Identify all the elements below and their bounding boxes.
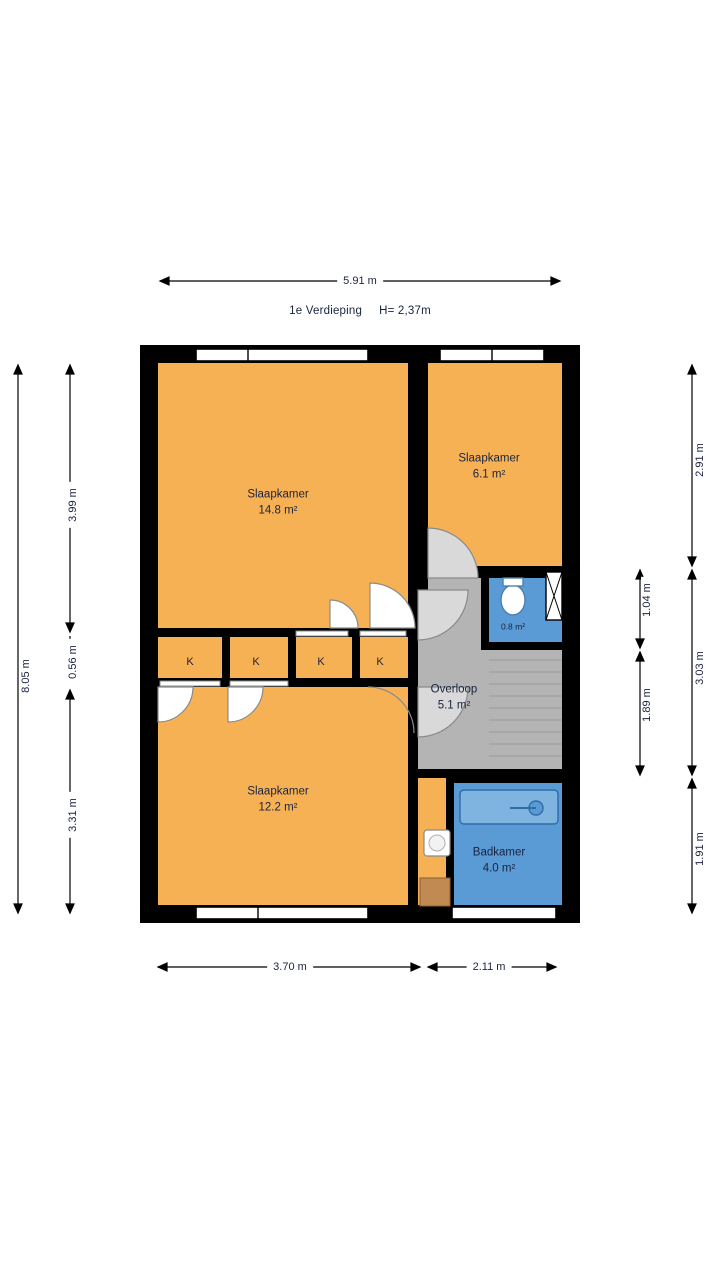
room-label-overloop: [431, 682, 478, 713]
closet-label-1: K: [186, 656, 194, 668]
dimension-right-outer-303: 3.03 m: [694, 645, 706, 691]
room-name: Badkamer: [472, 846, 526, 859]
floor-label: 1e Verdieping: [289, 305, 363, 317]
dimension-right-104: 1.04 m: [641, 577, 653, 623]
room-label-slaapkamer-61: [458, 451, 519, 482]
dimension-bottom-left: 3.70 m: [267, 961, 313, 973]
room-name: Overloop: [430, 683, 478, 696]
room-label-badkamer: [473, 845, 525, 876]
closet-label-4: K: [376, 656, 384, 668]
dimension-left-399: 3.99 m: [67, 482, 79, 528]
page-title: [289, 305, 431, 317]
dimension-bottom-right: 2.11 m: [467, 961, 512, 973]
room-area: 0.8 m²: [500, 621, 526, 632]
closet-label-3: K: [317, 656, 325, 668]
room-area: 14.8 m²: [258, 504, 298, 516]
room-area: 6.1 m²: [472, 468, 506, 480]
room-name: Slaapkamer: [458, 452, 520, 465]
dimension-left-outer-total: 8.05 m: [20, 653, 32, 699]
toilet-icon: [501, 585, 525, 615]
dimension-top-width: 5.91 m: [337, 275, 383, 287]
dimension-right-outer-191: 1.91 m: [694, 826, 706, 872]
room-name: Slaapkamer: [247, 785, 309, 798]
dimension-left-331: 3.31 m: [67, 792, 79, 838]
room-name: Slaapkamer: [247, 488, 309, 501]
closet-label-2: K: [252, 656, 260, 668]
room-fill-closets: [158, 635, 408, 684]
room-label-slaapkamer-122: [247, 784, 308, 815]
dimension-right-189: 1.89 m: [641, 682, 653, 728]
room-area: 4.0 m²: [482, 862, 516, 874]
height-label: H= 2,37m: [379, 305, 431, 317]
dimension-left-056: 0.56 m: [67, 639, 79, 685]
room-area: 12.2 m²: [258, 801, 298, 813]
room-area: 5.1 m²: [437, 699, 471, 711]
room-label-slaapkamer-148: [247, 487, 308, 518]
dimension-right-outer-291: 2.91 m: [694, 437, 706, 483]
room-label-toilet: [501, 621, 525, 632]
